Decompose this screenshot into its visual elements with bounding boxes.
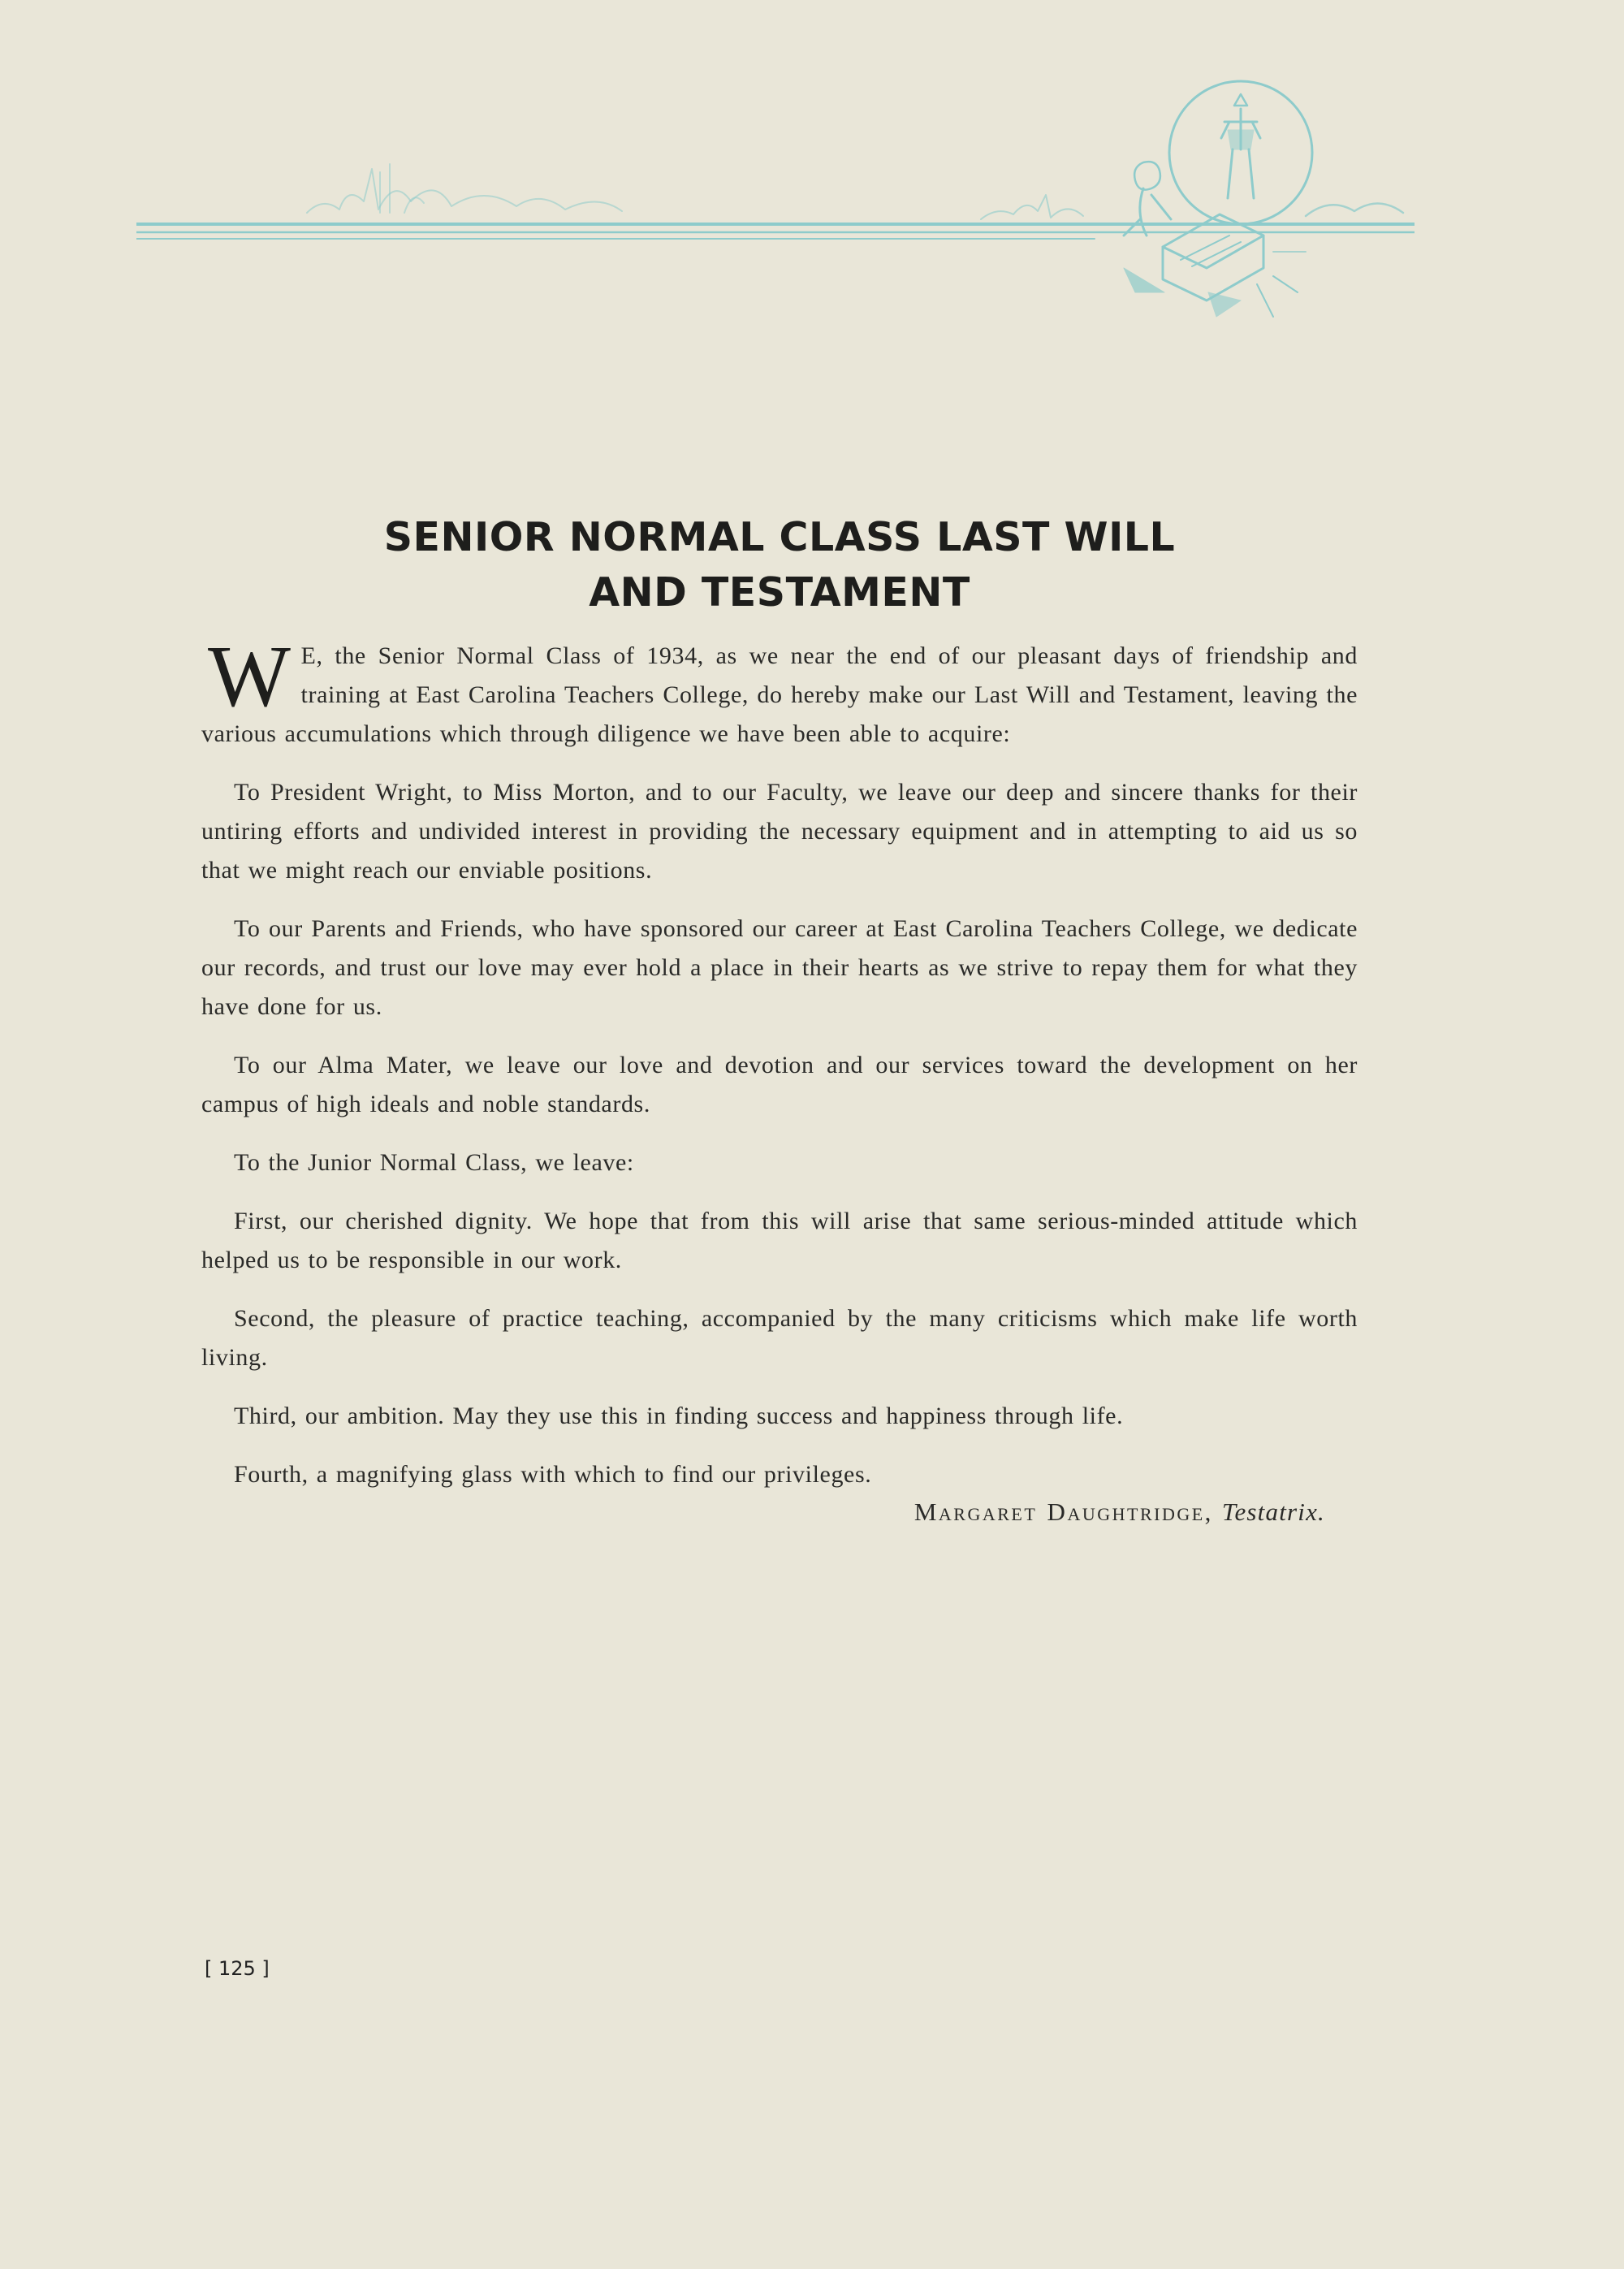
drop-cap-letter: W	[208, 629, 292, 725]
signature-line	[201, 1494, 1358, 1530]
will-body-text	[201, 629, 1358, 1530]
paragraph-second-bequest: Second, the pleasure of practice teaching, accompanied by the many criticisms which make life worth living.	[201, 1305, 1358, 1371]
paragraph-alma-mater: To our Alma Mater, we leave our love and devotion and our services toward the development on her campus of high ideals and noble standards.	[201, 1052, 1358, 1117]
paragraph-first-bequest: First, our cherished dignity. We hope that from this will arise that same serious-minded attitude which helped us to be responsible in our work.	[201, 1208, 1358, 1273]
header-ornament-illustration	[136, 73, 1415, 333]
title-line-1: SENIOR NORMAL CLASS LAST WILL	[383, 514, 1176, 560]
page-title	[0, 510, 1559, 620]
title-line-2: AND TESTAMENT	[589, 569, 970, 616]
paragraph-fourth-bequest: Fourth, a magnifying glass with which to find our privileges.	[234, 1461, 872, 1488]
signature-role: Testatrix.	[1221, 1498, 1325, 1526]
paragraph-parents-friends: To our Parents and Friends, who have sponsored our career at East Carolina Teachers College, we dedicate our records, and trust our love may ever hold a place in their hearts as we strive to repay them for what they have done for us.	[201, 915, 1358, 1020]
signature-name: Margaret Daughtridge,	[914, 1498, 1213, 1526]
paragraph-third-bequest: Third, our ambition. May they use this in finding success and happiness through life.	[234, 1402, 1124, 1429]
intro-paragraph	[201, 629, 1358, 754]
paragraph-faculty: To President Wright, to Miss Morton, and to our Faculty, we leave our deep and sincere thanks for their untiring efforts and undivided interest in providing the necessary equipment and in attempting to aid us so that we might reach our enviable positions.	[201, 779, 1358, 884]
paragraph-junior-class: To the Junior Normal Class, we leave:	[234, 1149, 634, 1176]
intro-text: E, the Senior Normal Class of 1934, as we near the end of our pleasant days of friendship and training at East Carolina Teachers College, do hereby make our Last Will and Testament, leaving the various accumulations which through diligence we have been able to acquire:	[201, 642, 1358, 747]
page-number: [ 125 ]	[205, 1957, 270, 1980]
